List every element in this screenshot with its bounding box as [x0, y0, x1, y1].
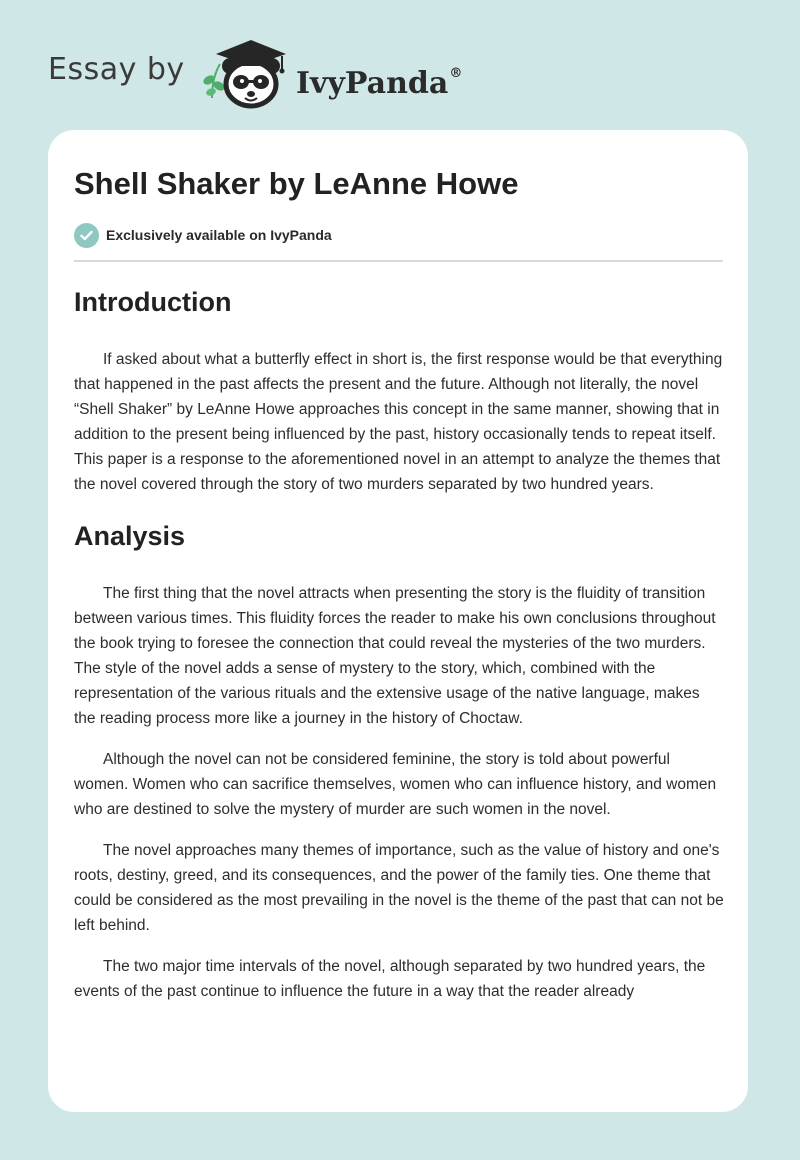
paragraph: The novel approaches many themes of importance, such as the value of history and one's roots, destiny, greed, and its consequences, and the power of the family ties. One theme that could be considered as the most prevailing in the novel is the theme of the past that can not be left behind. — [74, 842, 724, 934]
brand-logo-text[interactable] — [296, 54, 462, 104]
paragraph: The first thing that the novel attracts when presenting the story is the fluidity of transition between various times. This fluidity forces the reader to make his own conclusions throughout the book trying to foresee the connection that could reveal the mysteries of the two murders. The style of the novel adds a sense of mystery to the story, which, combined with the representation of the various rituals and the extensive usage of the native language, makes the reading process more like a journey in the history of Choctaw. — [74, 585, 716, 727]
site-header — [0, 0, 800, 130]
panda-graduation-cap-icon[interactable] — [200, 36, 292, 110]
paragraph: If asked about what a butterfly effect in short is, the first response would be that everything that happened in the past affects the present and the future. Although not literally, the novel “Shell Shaker” by LeAnne Howe approaches this concept in the same manner, showing that in addition to the present being influenced by the past, history occasionally tends to repeat itself. This paper is a response to the aforementioned novel in an attempt to analyze the themes that the novel covered through the story of two murders separated by two hundred years. — [74, 351, 723, 493]
check-circle-icon — [74, 223, 99, 248]
section-heading-analysis: Analysis — [74, 521, 186, 551]
title-divider — [74, 260, 723, 262]
essay-card — [48, 130, 748, 1112]
paragraph: Although the novel can not be considered feminine, the story is told about powerful women. Women who can sacrifice themselves, women who can influence history, and women who are destined to solve the mystery of murder are such women in the novel. — [74, 751, 717, 818]
exclusive-badge — [74, 222, 332, 248]
essay-by-label: Essay by — [48, 52, 185, 87]
page-title: Shell Shaker by LeAnne Howe — [74, 166, 519, 201]
paragraph: The two major time intervals of the novel, although separated by two hundred years, the events of the past continue to influence the future in a way that the reader already — [74, 958, 706, 1000]
brand-name: IvyPanda — [296, 66, 449, 101]
registered-mark: ® — [449, 66, 463, 81]
essay-body — [74, 280, 724, 1004]
section-heading-introduction: Introduction — [74, 287, 232, 317]
badge-label: Exclusively available on IvyPanda — [106, 227, 332, 243]
